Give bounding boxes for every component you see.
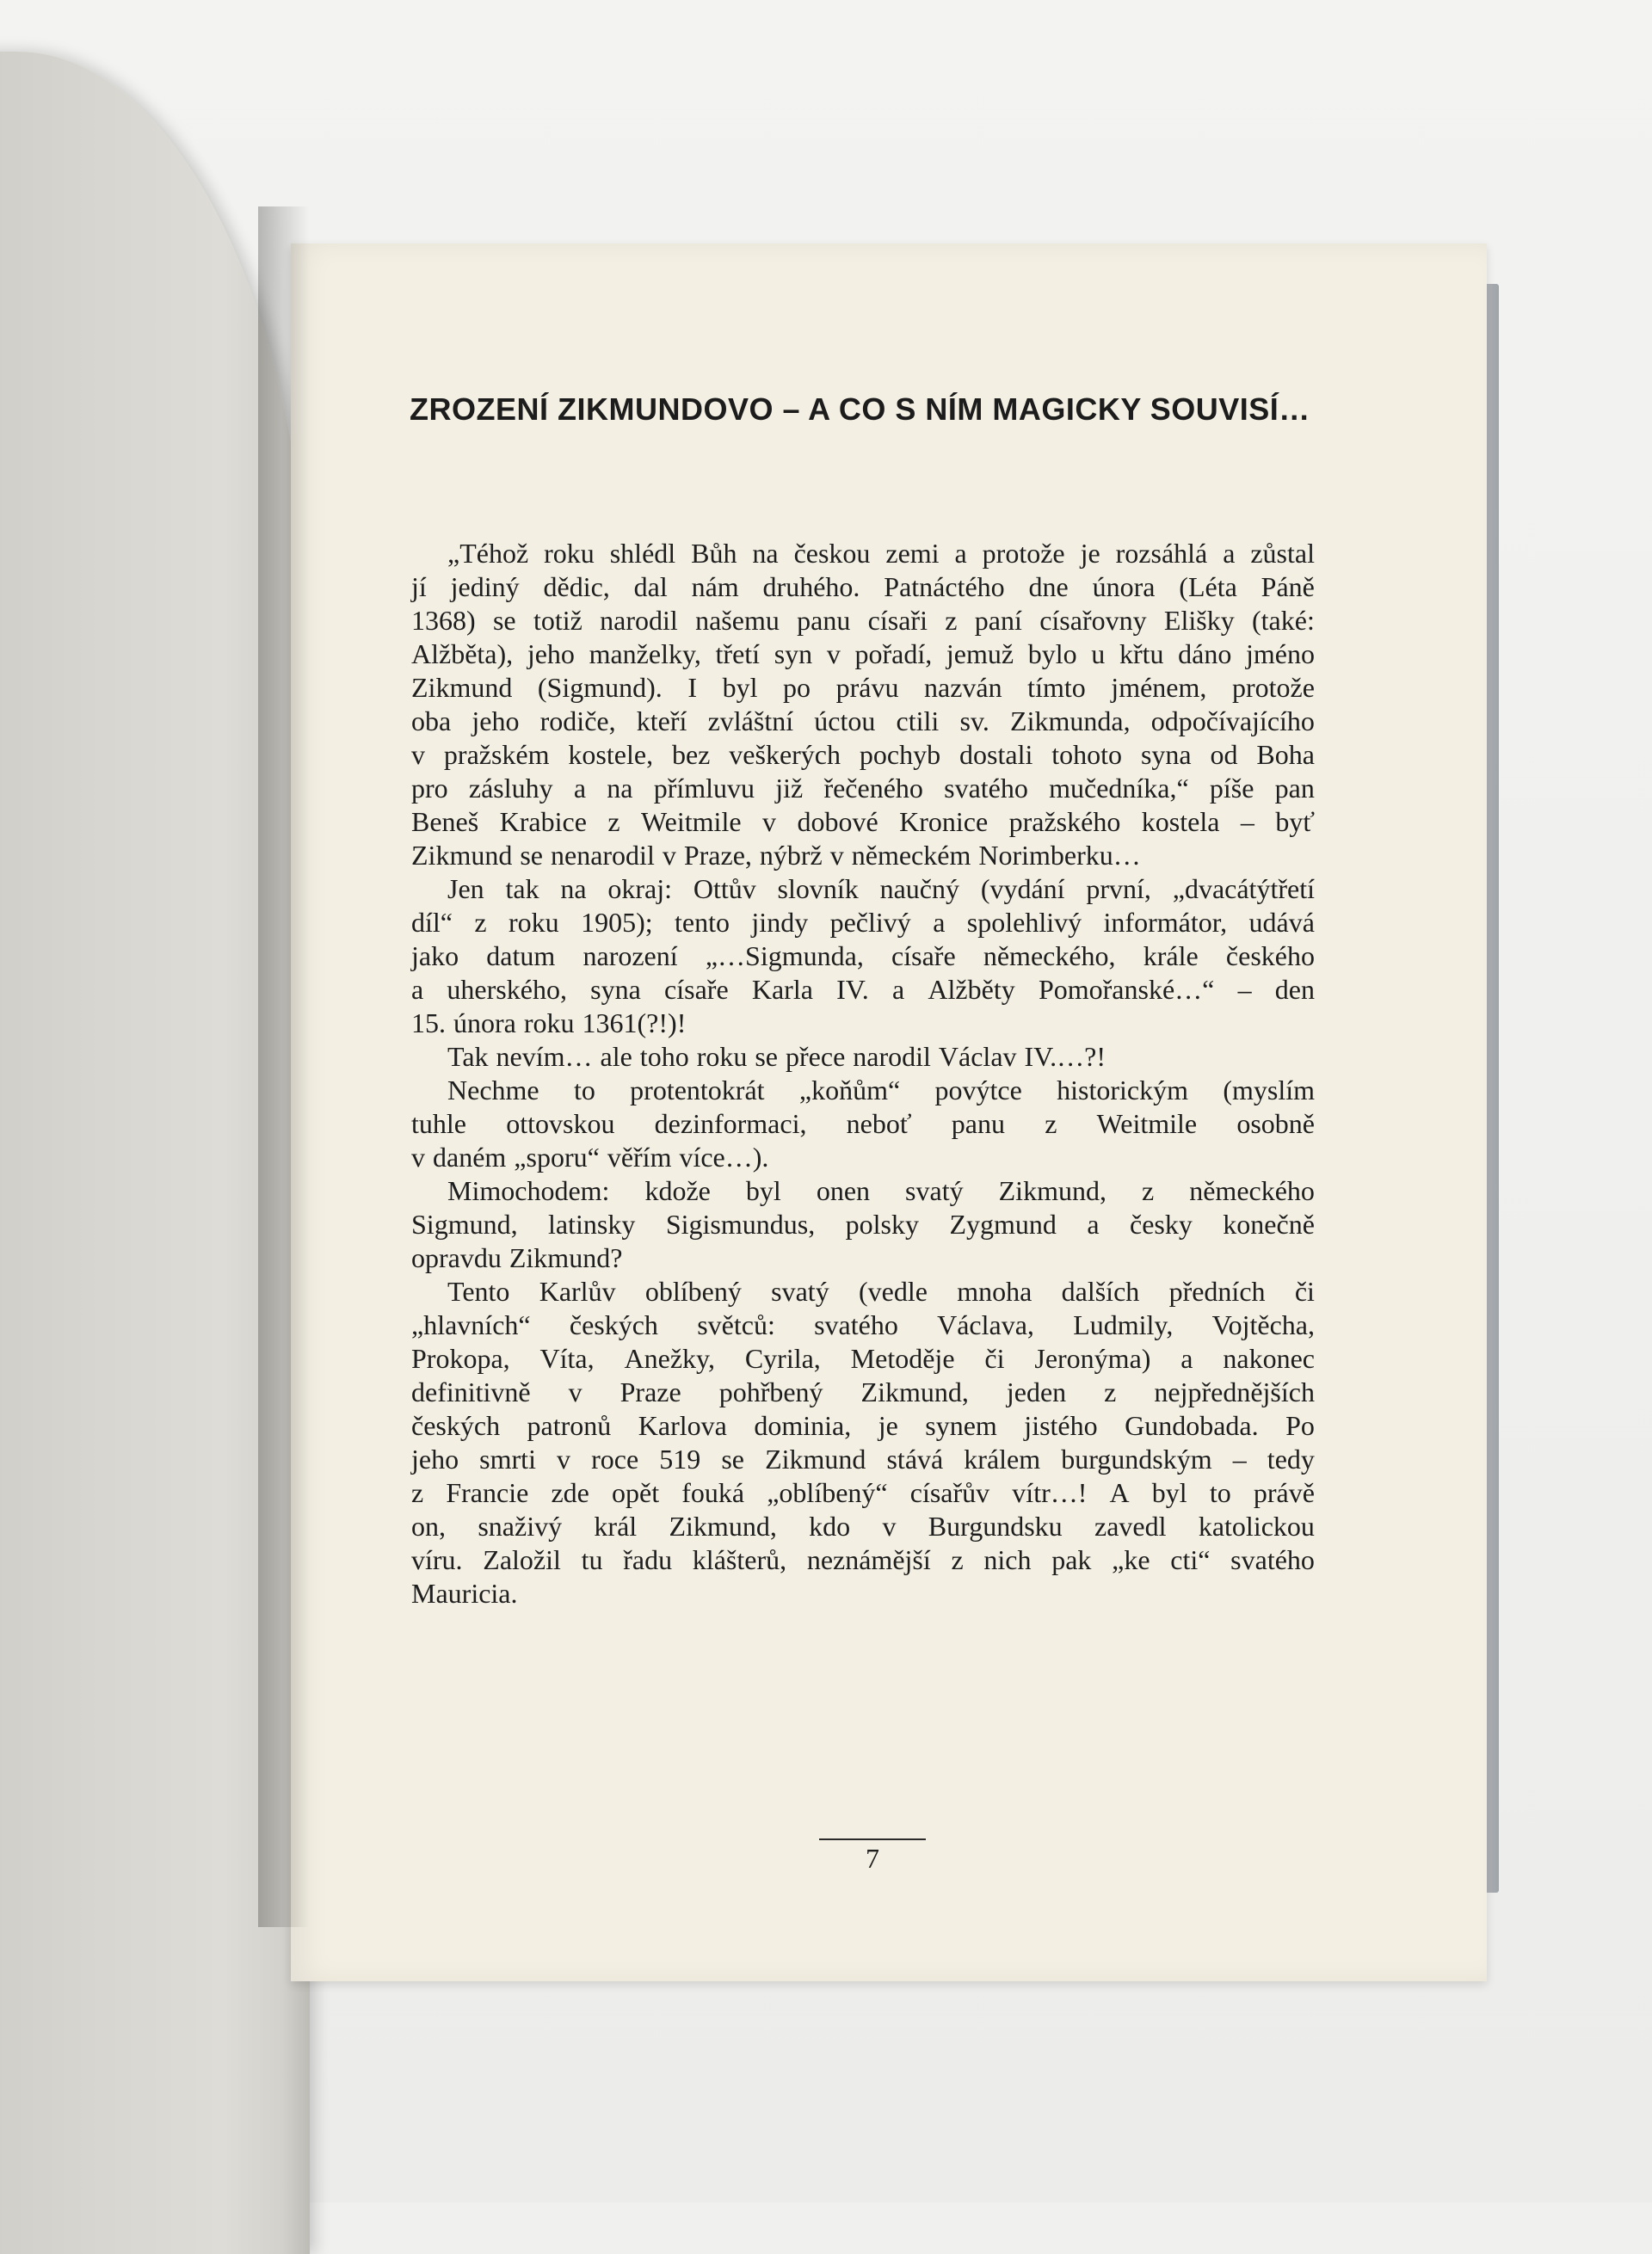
- text-line: a uherského, syna císaře Karla IV. a Alžběty Pomořanské…“ – den: [411, 974, 1315, 1005]
- text-line: Zikmund se nenarodil v Praze, nýbrž v německém Norimberku…: [411, 840, 1141, 871]
- text-line: jeho smrti v roce 519 se Zikmund stává králem burgundským – tedy: [411, 1444, 1315, 1475]
- text-line: pro zásluhy a na přímluvu již řečeného svatého mučedníka,“ píše pan: [411, 773, 1315, 804]
- chapter-title: ZROZENÍ ZIKMUNDOVO – A CO S NÍM MAGICKY SOUVISÍ…: [410, 391, 1310, 427]
- text-line: Tento Karlův oblíbený svatý (vedle mnoha dalších předních či: [447, 1276, 1315, 1307]
- text-line: díl“ z roku 1905); tento jindy pečlivý a spolehlivý informátor, udává: [411, 907, 1315, 938]
- text-line: jí jediný dědic, dal nám druhého. Patnáctého dne února (Léta Páně: [411, 571, 1315, 602]
- text-line: českých patronů Karlova dominia, je synem jistého Gundobada. Po: [411, 1410, 1315, 1441]
- text-line: Nechme to protentokrát „koňům“ povýtce historickým (myslím: [447, 1075, 1315, 1105]
- text-line: on, snaživý král Zikmund, kdo v Burgundsku zavedl katolickou: [411, 1511, 1315, 1542]
- text-line: Alžběta), jeho manželky, třetí syn v pořadí, jemuž bylo u křtu dáno jméno: [411, 638, 1315, 669]
- text-line: „hlavních“ českých světců: svatého Václava, Ludmily, Vojtěcha,: [411, 1309, 1315, 1340]
- text-line: 1368) se totiž narodil našemu panu císaři z paní císařovny Elišky (také:: [411, 605, 1315, 636]
- text-line: z Francie zde opět fouká „oblíbený“ císařův vítr…! A byl to právě: [411, 1477, 1315, 1508]
- folio-rule: [819, 1838, 926, 1840]
- text-line: „Téhož roku shlédl Bůh na českou zemi a protože je rozsáhlá a zůstal: [447, 538, 1315, 569]
- text-line: Sigmund, latinsky Sigismundus, polsky Zygmund a česky konečně: [411, 1209, 1315, 1240]
- text-line: Mauricia.: [411, 1578, 518, 1609]
- text-line: jako datum narození „…Sigmunda, císaře německého, krále českého: [411, 940, 1315, 971]
- text-line: opravdu Zikmund?: [411, 1242, 623, 1273]
- text-line: Mimochodem: kdože byl onen svatý Zikmund, z německého: [447, 1175, 1315, 1206]
- text-line: oba jeho rodiče, kteří zvláštní úctou ctili sv. Zikmunda, odpočívajícího: [411, 705, 1315, 736]
- text-line: Prokopa, Víta, Anežky, Cyrila, Metoděje či Jeronýma) a nakonec: [411, 1343, 1315, 1374]
- text-line: 15. února roku 1361(?!)!: [411, 1007, 687, 1038]
- text-line: v pražském kostele, bez veškerých pochyb dostali tohoto syna od Boha: [411, 739, 1315, 770]
- page-number: 7: [866, 1843, 879, 1874]
- text-line: Zikmund (Sigmund). I byl po právu nazván tímto jménem, protože: [411, 672, 1315, 703]
- text-line: definitivně v Praze pohřbený Zikmund, jeden z nejpřednějších: [411, 1376, 1315, 1407]
- spine-gutter-shadow: [258, 206, 310, 1927]
- text-line: tuhle ottovskou dezinformaci, neboť panu z Weitmile osobně: [411, 1108, 1315, 1139]
- text-line: v daném „sporu“ věřím více…).: [411, 1142, 769, 1173]
- body-text: [411, 537, 1315, 1610]
- text-line: Jen tak na okraj: Ottův slovník naučný (vydání první, „dvacátýtřetí: [447, 873, 1315, 904]
- text-line: Beneš Krabice z Weitmile v dobové Kronice pražského kostela – byť: [411, 806, 1315, 837]
- text-line: víru. Založil tu řadu klášterů, neznámější z nich pak „ke cti“ svatého: [411, 1544, 1315, 1575]
- text-line: Tak nevím… ale toho roku se přece narodil Václav IV.…?!: [447, 1041, 1106, 1072]
